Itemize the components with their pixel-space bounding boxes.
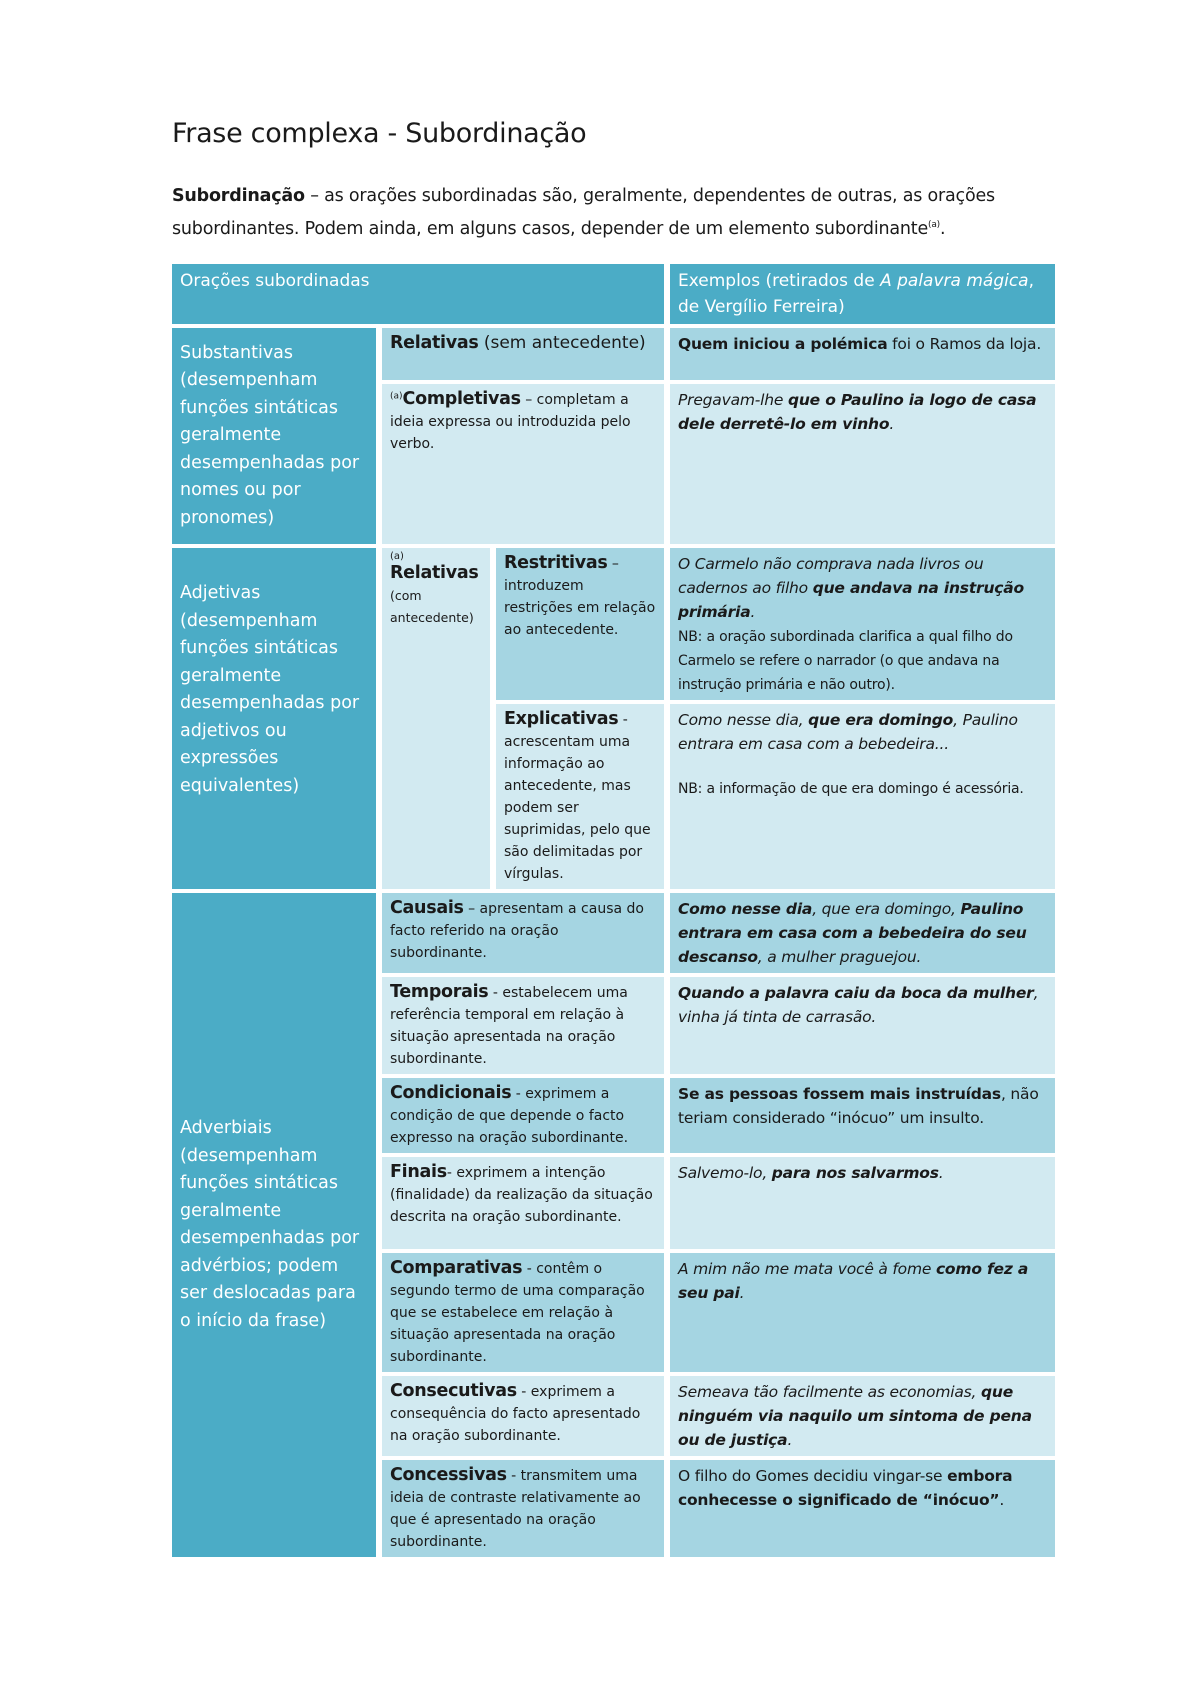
example-text: . (750, 603, 756, 621)
type-relativas-sem-antecedente (382, 328, 670, 384)
example-text: Semeava tão facilmente as economias, (678, 1383, 981, 1401)
table-header-row (172, 264, 1055, 328)
example-highlight: que ninguém via naquilo um sintoma de pena ou de justiça (678, 1383, 1032, 1449)
example-text: . (938, 1164, 944, 1182)
page-title: Frase complexa - Subordinação (172, 118, 587, 149)
type-description: - contêm o segundo termo de uma comparação que se estabelece em relação à situação apresentada na oração subordinante. (390, 1261, 645, 1365)
type-name: Explicativas (504, 709, 619, 729)
example-highlight: que era domingo (808, 711, 954, 729)
example-explicativas (670, 704, 1055, 893)
example-text: . (739, 1284, 745, 1302)
example-text: foi o Ramos da loja. (887, 335, 1042, 353)
category-adverbiais: Adverbiais (desempenham funções sintáticas geralmente desempenhadas por advérbios; podem ser deslocadas para o início da frase) (172, 893, 382, 1561)
example-text: Salvemo-lo, (678, 1164, 772, 1182)
example-text: , Paulino entrara em casa com a bebedeira... (678, 711, 1018, 753)
table-row (172, 548, 1055, 704)
intro-text: – as orações subordinadas são, geralmente, dependentes de outras, as orações subordinantes. Podem ainda, em alguns casos, depender de um elemento subordinante (172, 186, 995, 239)
type-concessivas (382, 1460, 670, 1561)
subordination-table (172, 264, 1055, 1561)
type-name: Temporais (390, 982, 489, 1002)
type-name: Relativas (390, 563, 479, 583)
example-text: . (999, 1491, 1005, 1509)
example-highlight: para nos salvarmos (771, 1164, 939, 1182)
type-name: Consecutivas (390, 1381, 517, 1401)
type-description: - transmitem uma ideia de contraste relativamente ao que é apresentado na oração subordinante. (390, 1468, 641, 1550)
example-condicionais (670, 1078, 1055, 1157)
example-note: NB: a informação de que era domingo é acessória. (678, 781, 1024, 797)
example-text: , que era domingo, (812, 900, 961, 918)
type-description: - exprimem a consequência do facto apresentado na oração subordinante. (390, 1384, 641, 1444)
type-description: - acrescentam uma informação ao antecedente, mas podem ser suprimidas, pelo que são delimitadas por vírgulas. (504, 712, 651, 882)
type-name: Concessivas (390, 1465, 507, 1485)
example-highlight: Paulino entrara em casa com a bebedeira do seu descanso (678, 900, 1027, 966)
type-description: - exprimem a condição de que depende o facto expresso na oração subordinante. (390, 1086, 629, 1146)
example-consecutivas (670, 1376, 1055, 1460)
type-restritivas (496, 548, 670, 704)
type-paren: (sem antecedente) (478, 333, 646, 353)
example-text: O Carmelo não comprava nada livros ou cadernos ao filho (678, 555, 984, 597)
example-highlight: como fez a seu pai (678, 1260, 1029, 1302)
example-text: . (889, 415, 895, 433)
type-condicionais (382, 1078, 670, 1157)
table-row (172, 328, 1055, 384)
type-paren: (com antecedente) (390, 588, 474, 625)
header-book-title: A palavra mágica (880, 271, 1029, 291)
type-description: - estabelecem uma referência temporal em relação à situação apresentada na oração subordinante. (390, 985, 628, 1067)
example-text: Pregavam-lhe (678, 391, 788, 409)
footnote-mark: (a) (390, 391, 403, 402)
intro-end: . (939, 219, 946, 239)
example-relativas-sem-antecedente (670, 328, 1055, 384)
type-completivas (382, 384, 670, 548)
type-name: Completivas (402, 389, 521, 409)
type-description: – introduzem restrições em relação ao antecedente. (504, 556, 656, 638)
example-text: A mim não me mata você à fome (678, 1260, 936, 1278)
intro-footnote-mark: (a) (928, 220, 940, 231)
type-name: Finais (390, 1162, 447, 1182)
category-substantivas: Substantivas (desempenham funções sintáticas geralmente desempenhadas por nomes ou por pronomes) (172, 328, 382, 548)
example-finais (670, 1157, 1055, 1253)
type-causais (382, 893, 670, 977)
type-name: Condicionais (390, 1083, 512, 1103)
type-description: - exprimem a intenção (finalidade) da realização da situação descrita na oração subordinante. (390, 1165, 653, 1225)
type-consecutivas (382, 1376, 670, 1460)
example-text: . (787, 1431, 793, 1449)
example-highlight: Quem iniciou a polémica (678, 335, 888, 353)
intro-term: Subordinação (172, 186, 305, 206)
example-highlight: que andava na instrução primária (678, 579, 1024, 621)
header-exemplos-pre: Exemplos (retirados de (678, 271, 881, 291)
example-highlight: Quando a palavra caiu da boca da mulher (678, 984, 1034, 1002)
example-text: Como nesse dia, (678, 711, 809, 729)
type-name: Restritivas (504, 553, 608, 573)
example-comparativas (670, 1253, 1055, 1376)
example-text: O filho do Gomes decidiu vingar-se (678, 1467, 948, 1485)
example-concessivas (670, 1460, 1055, 1561)
table-row (172, 893, 1055, 977)
example-restritivas (670, 548, 1055, 704)
example-note: NB: a oração subordinada clarifica a qual filho do Carmelo se refere o narrador (o que andava na instrução primária e não outro). (678, 629, 1013, 693)
example-text: , a mulher praguejou. (757, 948, 922, 966)
type-description: – completam a ideia expressa ou introduzida pelo verbo. (390, 392, 631, 452)
example-highlight: que o Paulino ia logo de casa dele derretê-lo em vinho (678, 391, 1037, 433)
type-comparativas (382, 1253, 670, 1376)
header-oracoes: Orações subordinadas (172, 264, 670, 328)
type-finais (382, 1157, 670, 1253)
example-temporais (670, 977, 1055, 1078)
intro-paragraph (172, 180, 1052, 246)
example-completivas (670, 384, 1055, 548)
type-name: Causais (390, 898, 464, 918)
type-name: Comparativas (390, 1258, 523, 1278)
header-exemplos-post: , de Vergílio Ferreira) (678, 271, 1035, 317)
type-relativas-com-antecedente (382, 548, 496, 893)
type-explicativas (496, 704, 670, 893)
header-exemplos (670, 264, 1055, 328)
footnote-mark: (a) (390, 551, 404, 562)
example-text: , vinha já tinta de carrasão. (678, 984, 1039, 1026)
type-name: Relativas (390, 333, 479, 353)
example-causais (670, 893, 1055, 977)
type-temporais (382, 977, 670, 1078)
example-highlight: Como nesse dia (678, 900, 813, 918)
category-adjetivas: Adjetivas (desempenham funções sintáticas geralmente desempenhadas por adjetivos ou expressões equivalentes) (172, 548, 382, 893)
example-highlight: Se as pessoas fossem mais instruídas (678, 1085, 1001, 1103)
example-text: , não teriam considerado “inócuo” um insulto. (678, 1085, 1039, 1127)
example-highlight: embora conhecesse o significado de “inócuo” (678, 1467, 1013, 1509)
type-description: – apresentam a causa do facto referido na oração subordinante. (390, 901, 644, 961)
